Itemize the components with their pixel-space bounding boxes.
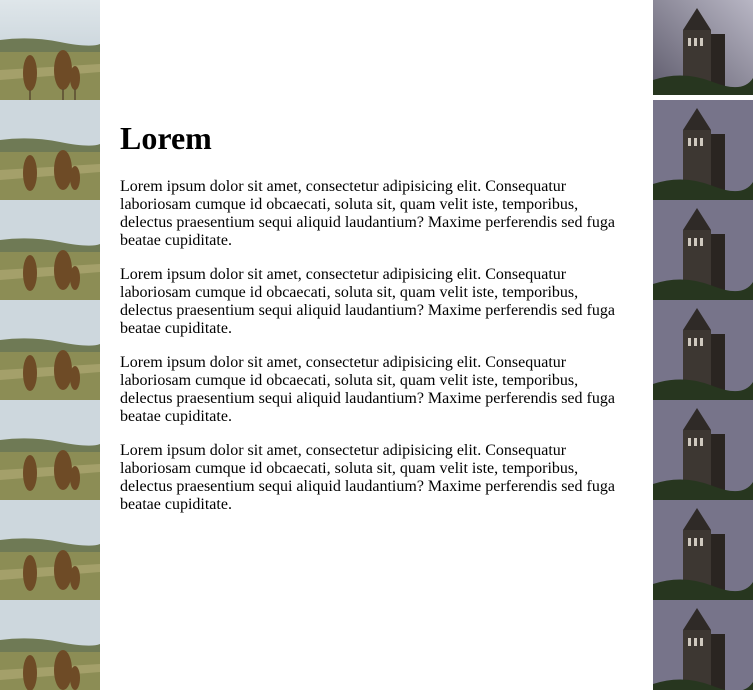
church-tower-photo-tile xyxy=(653,500,753,600)
body-paragraph: Lorem ipsum dolor sit amet, consectetur adipisicing elit. Consequatur laboriosam cumque id obcaecati, soluta sit, quam velit iste, temporibus, delectus praesentium sequi aliquid laudantium? Maxime perferendis sed fuga beatae cupiditate. xyxy=(120,354,615,425)
teasel-photo-tile xyxy=(0,600,100,690)
church-tower-photo-tile xyxy=(653,600,753,690)
page-heading: Lorem xyxy=(120,120,212,156)
teasel-photo-tile xyxy=(0,500,100,600)
body-paragraph: Lorem ipsum dolor sit amet, consectetur adipisicing elit. Consequatur laboriosam cumque id obcaecati, soluta sit, quam velit iste, temporibus, delectus praesentium sequi aliquid laudantium? Maxime perferendis sed fuga beatae cupiditate. xyxy=(120,178,615,249)
church-tower-photo-tile xyxy=(653,300,753,400)
teasel-photo-tile xyxy=(0,0,100,100)
teasel-photo-tile xyxy=(0,200,100,300)
body-paragraph: Lorem ipsum dolor sit amet, consectetur adipisicing elit. Consequatur laboriosam cumque id obcaecati, soluta sit, quam velit iste, temporibus, delectus praesentium sequi aliquid laudantium? Maxime perferendis sed fuga beatae cupiditate. xyxy=(120,442,615,513)
church-tower-photo-tile xyxy=(653,100,753,200)
church-tower-photo-tile xyxy=(653,400,753,500)
teasel-photo-tile xyxy=(0,400,100,500)
teasel-photo-tile xyxy=(0,300,100,400)
right-background-column xyxy=(653,0,753,690)
teasel-photo-tile xyxy=(0,100,100,200)
left-background-column xyxy=(0,0,100,690)
church-tower-photo-tile xyxy=(653,200,753,300)
main-content xyxy=(120,0,620,514)
body-paragraph: Lorem ipsum dolor sit amet, consectetur adipisicing elit. Consequatur laboriosam cumque id obcaecati, soluta sit, quam velit iste, temporibus, delectus praesentium sequi aliquid laudantium? Maxime perferendis sed fuga beatae cupiditate. xyxy=(120,266,615,337)
church-tower-photo-tile xyxy=(653,0,753,100)
